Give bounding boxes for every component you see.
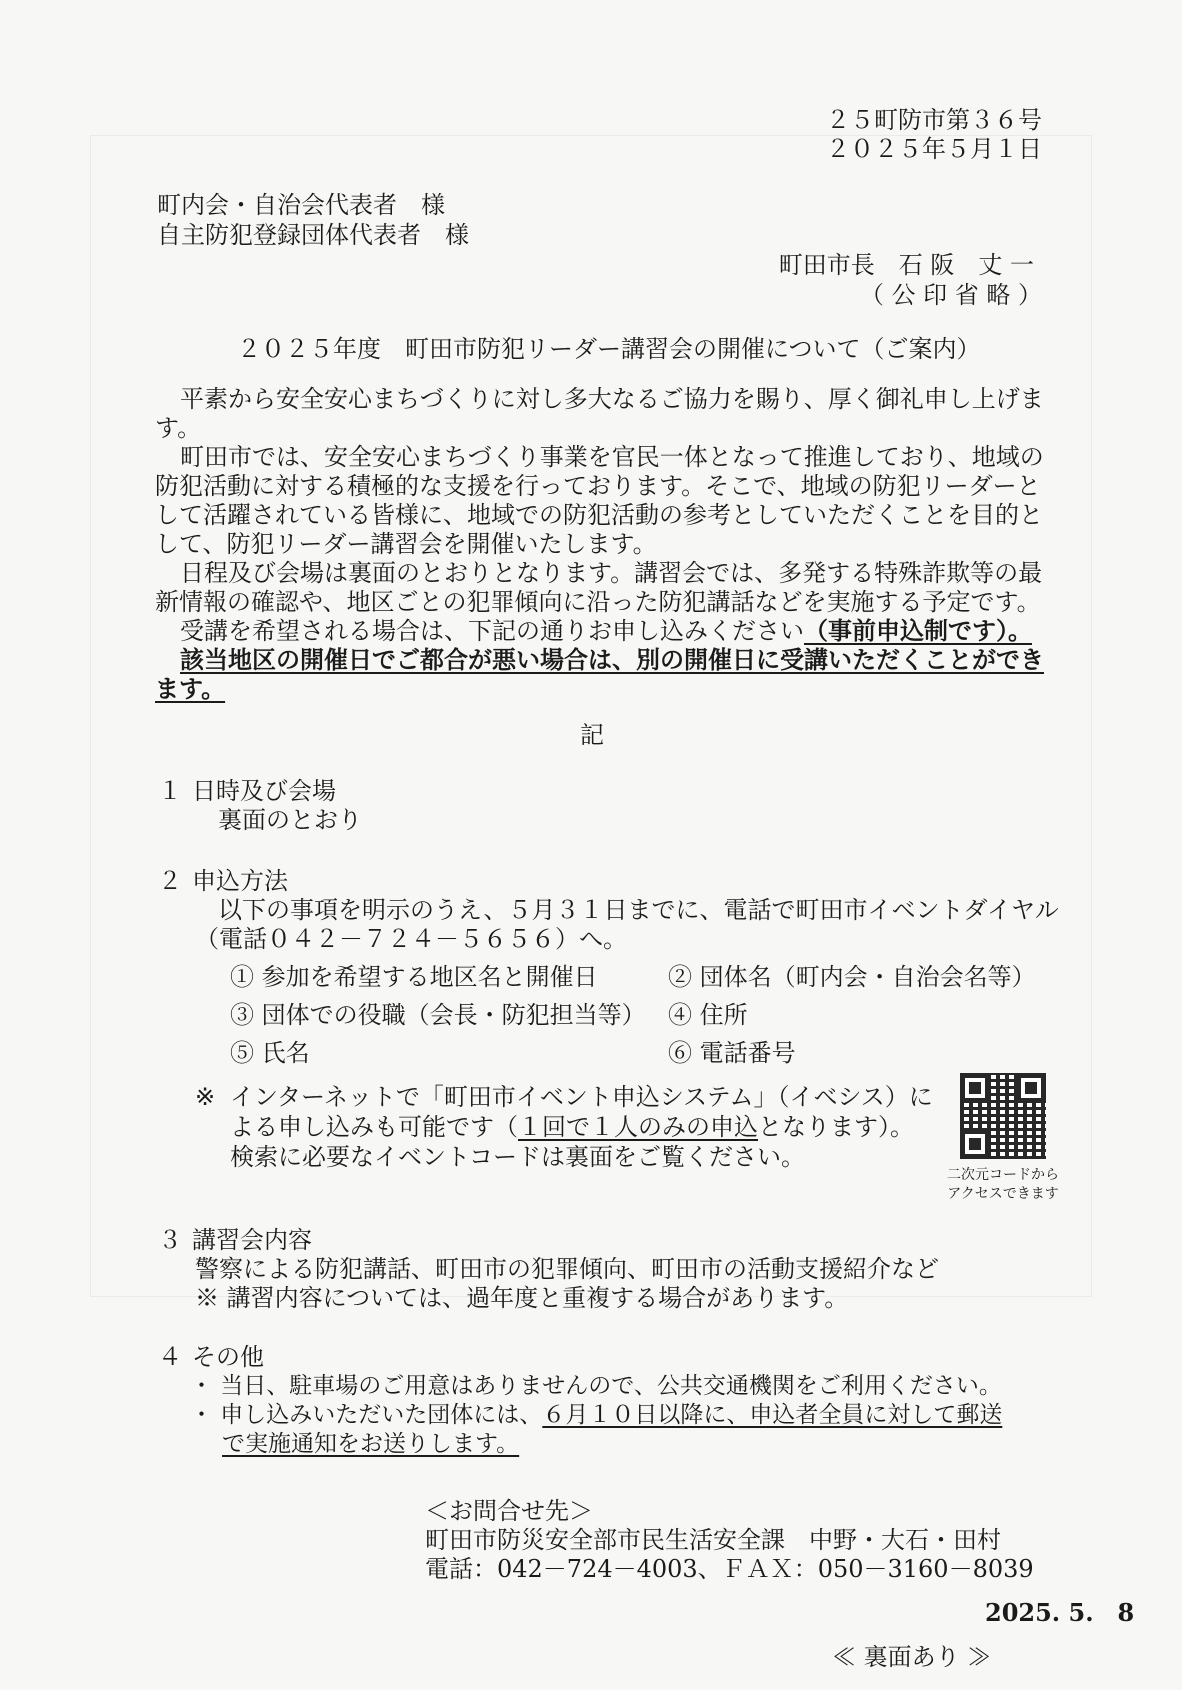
application-item-2: ② 団体名（町内会・自治会名等） — [668, 963, 1036, 991]
section-4-bullet-2-continued: で実施通知をお送りします。 — [222, 1431, 520, 1457]
section-1-text: 裏面のとおり — [218, 806, 362, 834]
mail-notice-date-note: ６月１０日以降に、申込者全員に対して郵送 — [542, 1402, 1003, 1428]
paragraph-3-line-2: 新情報の確認や、地区ごとの犯罪傾向に沿った防犯講話などを実施する予定です。 — [155, 588, 1041, 616]
section-4-bullet-1: ・ 当日、駐車場のご用意はありませんので、公共交通機関をご利用ください。 — [190, 1373, 1002, 1399]
application-item-1: ① 参加を希望する地区名と開催日 — [230, 963, 598, 991]
reverse-side-note: ≪ 裏面あり ≫ — [832, 1643, 992, 1671]
paragraph-3-line-1: 日程及び会場は裏面のとおりとなります。講習会では、多発する特殊詐欺等の最 — [180, 559, 1043, 587]
paragraph-2-line-1: 町田市では、安全安心まちづくり事業を官民一体となって推進しており、地域の — [180, 443, 1044, 471]
online-note-line-1: インターネットで「町田市イベント申込システム」（イベシス）に — [230, 1083, 933, 1111]
section-4-heading: その他 — [192, 1343, 264, 1371]
contact-heading: ＜お問合せ先＞ — [425, 1497, 593, 1525]
online-note-line-3: 検索に必要なイベントコードは裏面をご覧ください。 — [230, 1143, 806, 1171]
sender-name: 町田市長 石 阪 丈 一 — [778, 251, 1034, 279]
section-3-line-1: 警察による防犯講話、町田市の犯罪傾向、町田市の活動支援紹介など — [195, 1255, 939, 1283]
paragraph-5-line-2: ます。 — [155, 674, 226, 703]
recipient-2: 自主防犯登録団体代表者 様 — [157, 221, 469, 249]
paragraph-2-line-4: して、防犯リーダー講習会を開催いたします。 — [155, 530, 657, 558]
section-4-number: ４ — [158, 1343, 182, 1371]
section-1-number: １ — [158, 777, 182, 805]
paragraph-2-line-2: 防犯活動に対する積極的な支援を行っております。そこで、地域の防犯リーダーと — [155, 472, 1041, 500]
online-note-line-2-a: よる申し込みも可能です（ — [230, 1113, 518, 1141]
pre-registration-note: （事前申込制です）。 — [804, 616, 1032, 645]
section-2-number: ２ — [158, 867, 182, 895]
section-4-bullet-2 — [190, 1400, 1002, 1430]
document-number: ２５町防市第３６号 — [826, 106, 1042, 134]
one-person-per-application-note: １回で１人のみの申込 — [518, 1113, 758, 1141]
section-3-number: ３ — [158, 1226, 182, 1254]
section-2-line-1: 以下の事項を明示のうえ、５月３１日までに、電話で町田市イベントダイヤル — [218, 896, 1059, 924]
section-4-bullet-2-a: ・ 申し込みいただいた団体には、 — [190, 1402, 543, 1428]
paragraph-5-line-1: 該当地区の開催日でご都合が悪い場合は、別の開催日に受講いただくことができ — [180, 645, 1044, 674]
document-title: ２０２５年度 町田市防犯リーダー講習会の開催について（ご案内） — [237, 335, 981, 363]
section-3-line-2: ※ 講習内容については、過年度と重複する場合があります。 — [195, 1284, 849, 1312]
section-1-heading: 日時及び会場 — [192, 777, 336, 805]
qr-caption-line-2: アクセスできます — [947, 1186, 1059, 1202]
online-note-mark: ※ — [195, 1083, 216, 1111]
paragraph-1-line-2: す。 — [155, 414, 202, 442]
section-2-line-2: （電話０４２－７２４－５６５６）へ。 — [195, 925, 627, 953]
paragraph-4 — [180, 616, 1032, 646]
paragraph-2-line-3: して活躍されている皆様に、地域での防犯活動の参考としていただくことを目的と — [155, 501, 1043, 529]
recipient-1: 町内会・自治会代表者 様 — [157, 191, 445, 219]
paragraph-1-line-1: 平素から安全安心まちづくりに対し多大なるご協力を賜り、厚く御礼申し上げま — [180, 385, 1044, 413]
application-item-5: ⑤ 氏名 — [230, 1039, 310, 1067]
section-2-heading: 申込方法 — [192, 867, 288, 895]
qr-caption-line-1: 二次元コードから — [947, 1167, 1059, 1183]
seal-note: （ 公 印 省 略 ） — [859, 281, 1042, 309]
contact-department: 町田市防災安全部市民生活安全課 中野・大石・田村 — [425, 1526, 1001, 1554]
received-date-stamp: 2025. 5. 8 — [985, 1598, 1135, 1627]
application-item-6: ⑥ 電話番号 — [668, 1039, 796, 1067]
paragraph-4-text: 受講を希望される場合は、下記の通りお申し込みください — [180, 617, 804, 645]
section-3-heading: 講習会内容 — [192, 1226, 312, 1254]
ki-heading: 記 — [580, 721, 604, 749]
online-note-line-2 — [230, 1112, 914, 1142]
application-item-4: ④ 住所 — [668, 1001, 748, 1029]
contact-phone: 電話：042－724－4003、ＦＡＸ：050－3160－8039 — [425, 1555, 1034, 1583]
qr-code[interactable] — [960, 1073, 1046, 1159]
application-item-3: ③ 団体での役職（会長・防犯担当等） — [230, 1001, 646, 1029]
document-date: ２０２５年５月１日 — [826, 135, 1042, 163]
online-note-line-2-c: となります）。 — [758, 1113, 914, 1141]
